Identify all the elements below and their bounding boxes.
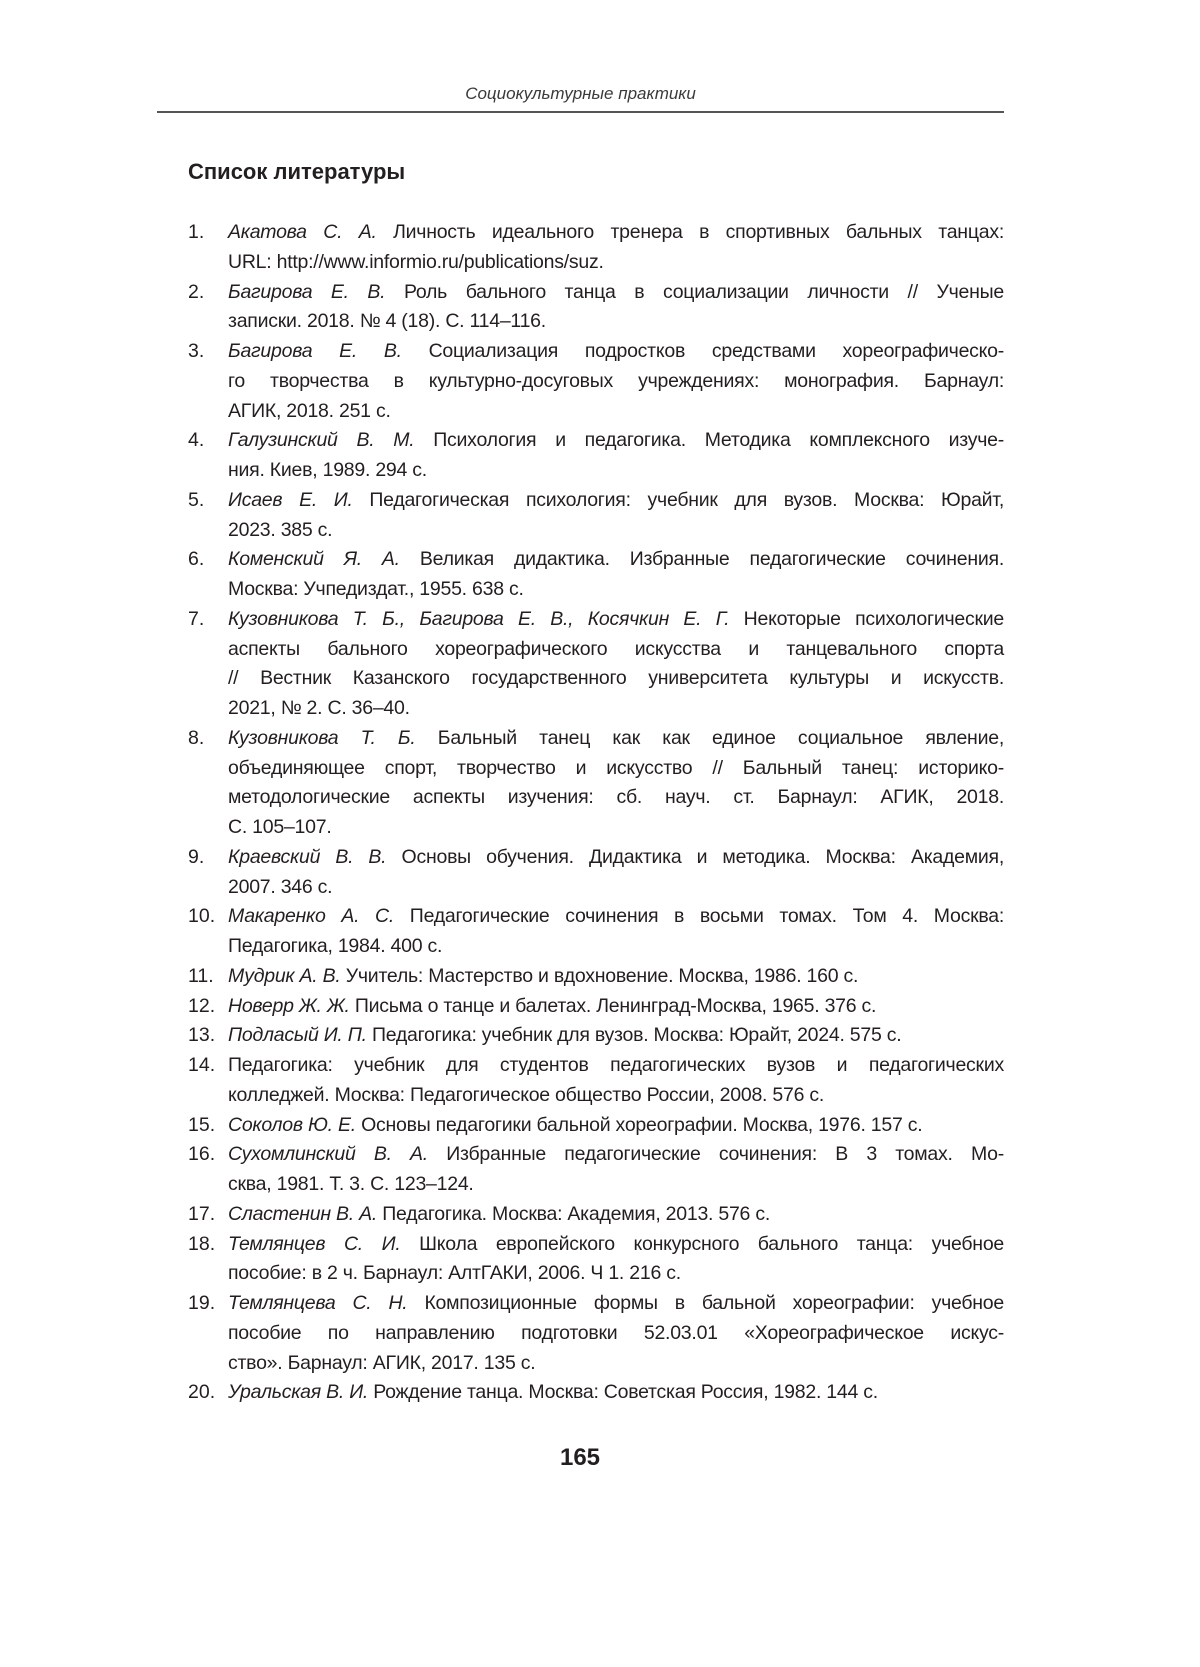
reference-text: С. 105–107. (228, 816, 332, 838)
header-rule (157, 111, 1004, 113)
reference-line (228, 1111, 1004, 1141)
reference-line (228, 992, 1004, 1022)
reference-text: Основы обучения. Дидактика и методика. Москва: Академия, (401, 845, 1005, 868)
reference-line (228, 1081, 1004, 1111)
reference-author: Сластенин В. А. (228, 1202, 378, 1225)
reference-line (228, 754, 1004, 784)
reference-author: Багирова Е. В. (228, 340, 402, 362)
reference-line (228, 962, 1004, 992)
reference-author: Соколов Ю. Е. (228, 1113, 356, 1136)
reference-item (188, 278, 1004, 338)
reference-line (228, 902, 1004, 932)
reference-line (228, 456, 1004, 486)
reference-line (228, 516, 1004, 546)
reference-item (188, 962, 1004, 992)
reference-line (228, 1200, 1004, 1230)
reference-author: Кузовникова Т. Б. (228, 726, 416, 749)
reference-line (228, 278, 1004, 308)
reference-item (188, 992, 1004, 1022)
reference-text: 2021, № 2. С. 36–40. (228, 697, 410, 719)
reference-list (188, 218, 1004, 1408)
reference-number: 7. (188, 607, 205, 630)
reference-item (188, 337, 1004, 426)
reference-item (188, 545, 1004, 605)
reference-author: Галузинский В. М. (228, 429, 415, 452)
running-head: Социокультурные практики (465, 84, 696, 103)
reference-text: 2007. 346 с. (228, 875, 333, 898)
reference-line (228, 1051, 1004, 1081)
reference-text: Письма о танце и балетах. Ленинград-Москва, 1965. 376 с. (354, 994, 877, 1017)
reference-line (228, 218, 1004, 248)
reference-line (228, 367, 1004, 397)
reference-text: Педагогика, 1984. 400 с. (228, 935, 443, 957)
reference-item (188, 1051, 1004, 1111)
reference-text: Некоторые психологические (743, 607, 1004, 630)
reference-number: 2. (188, 280, 205, 303)
reference-number: 16. (188, 1143, 216, 1166)
page-number: 165 (559, 1444, 601, 1471)
reference-text: Москва: Учпедиздат., 1955. 638 с. (228, 578, 524, 600)
reference-line (228, 873, 1004, 903)
reference-number: 11. (188, 964, 214, 987)
reference-line (228, 575, 1004, 605)
reference-text: Школа европейского конкурсного бального танца: учебное (419, 1232, 1005, 1255)
reference-line (228, 1259, 1004, 1289)
reference-item (188, 1378, 1004, 1408)
reference-line (228, 397, 1004, 427)
reference-item (188, 1111, 1004, 1141)
reference-line (228, 337, 1004, 367)
reference-line (228, 813, 1004, 843)
reference-line (228, 1289, 1004, 1319)
reference-line (228, 1378, 1004, 1408)
reference-item (188, 902, 1004, 962)
reference-text: пособие: в 2 ч. Барнаул: АлтГАКИ, 2006. Ч 1. 216 с. (228, 1262, 681, 1285)
reference-text: пособие по направлению подготовки 52.03.01 «Хореографическое искус- (228, 1321, 1004, 1344)
reference-author: Коменский Я. А. (228, 548, 400, 571)
reference-line (228, 1170, 1004, 1200)
reference-author: Багирова Е. В. (228, 280, 386, 303)
reference-author: Темлянцева С. Н. (228, 1292, 408, 1314)
reference-author: Краевский В. В. (228, 845, 387, 868)
reference-text: Социализация подростков средствами хореографическо- (428, 340, 1005, 362)
reference-item (188, 486, 1004, 546)
reference-text: колледжей. Москва: Педагогическое общество России, 2008. 576 с. (228, 1083, 825, 1106)
reference-line (228, 1319, 1004, 1349)
reference-line (228, 605, 1004, 635)
reference-number: 12. (188, 994, 216, 1017)
reference-text: го творчества в культурно-досуговых учреждениях: монография. Барнаул: (228, 369, 1004, 392)
reference-author: Акатова С. А. (228, 221, 377, 243)
reference-line (228, 426, 1004, 456)
reference-text: методологические аспекты изучения: сб. науч. ст. Барнаул: АГИК, 2018. (228, 786, 1004, 809)
reference-text: аспекты бального хореографического искусства и танцевального спорта (228, 637, 1004, 660)
reference-text: // Вестник Казанского государственного университета культуры и искусств. (228, 667, 1004, 690)
reference-text: АГИК, 2018. 251 с. (228, 399, 391, 422)
reference-author: Подласый И. П. (228, 1024, 367, 1047)
reference-text: Психология и педагогика. Методика комплексного изуче- (433, 429, 1005, 452)
reference-number: 6. (188, 548, 205, 571)
reference-text: Композиционные формы в бальной хореографии: учебное (424, 1292, 1005, 1314)
reference-text: Педагогика. Москва: Академия, 2013. 576 с. (382, 1202, 770, 1225)
reference-author: Новерр Ж. Ж. (228, 994, 350, 1017)
reference-item (188, 843, 1004, 903)
reference-item (188, 218, 1004, 278)
reference-author: Сухомлинский В. А. (228, 1143, 428, 1166)
reference-author: Уральская В. И. (228, 1381, 369, 1404)
reference-text: Учитель: Мастерство и вдохновение. Москва, 1986. 160 с. (345, 964, 859, 987)
reference-number: 9. (188, 845, 205, 868)
reference-number: 19. (188, 1292, 216, 1314)
reference-number: 3. (188, 340, 205, 362)
reference-author: Темлянцев С. И. (228, 1232, 401, 1255)
reference-line (228, 545, 1004, 575)
reference-author: Мудрик А. В. (228, 964, 341, 987)
reference-text: Роль бального танца в социализации личности // Ученые (403, 280, 1005, 303)
reference-text: Личность идеального тренера в спортивных бальных танцах: (393, 221, 1005, 243)
reference-item (188, 724, 1004, 843)
reference-author: Макаренко А. С. (228, 905, 395, 928)
reference-author: Кузовникова Т. Б., Багирова Е. В., Косячкин Е. Г. (228, 607, 730, 630)
reference-text: URL: http://www.informio.ru/publications/suz. (228, 250, 604, 273)
reference-text: ство». Барнаул: АГИК, 2017. 135 с. (228, 1351, 536, 1374)
reference-line (228, 635, 1004, 665)
reference-line (228, 1230, 1004, 1260)
reference-line (228, 932, 1004, 962)
reference-text: Избранные педагогические сочинения: В 3 томах. Мо- (446, 1143, 1004, 1166)
reference-line (228, 664, 1004, 694)
reference-item (188, 1289, 1004, 1378)
reference-text: Педагогика: учебник для вузов. Москва: Юрайт, 2024. 575 с. (371, 1024, 902, 1047)
reference-text: объединяющее спорт, творчество и искусство // Бальный танец: историко- (228, 756, 1004, 779)
reference-item (188, 605, 1004, 724)
reference-line (228, 1021, 1004, 1051)
reference-text: Педагогика: учебник для студентов педагогических вузов и педагогических (228, 1054, 1004, 1076)
reference-item (188, 1230, 1004, 1290)
reference-line (228, 843, 1004, 873)
reference-number: 10. (188, 905, 216, 928)
reference-text: Рождение танца. Москва: Советская Россия, 1982. 144 с. (373, 1381, 878, 1404)
reference-author: Исаев Е. И. (228, 488, 353, 511)
reference-number: 8. (188, 726, 205, 749)
reference-number: 18. (188, 1232, 216, 1255)
reference-number: 13. (188, 1024, 216, 1047)
reference-text: Великая дидактика. Избранные педагогические сочинения. (419, 548, 1004, 571)
reference-number: 14. (188, 1054, 216, 1076)
reference-number: 1. (188, 221, 205, 243)
reference-text: Педагогическая психология: учебник для вузов. Москва: Юрайт, (369, 488, 1004, 511)
reference-line (228, 1349, 1004, 1379)
reference-number: 20. (188, 1381, 216, 1404)
reference-item (188, 1140, 1004, 1200)
reference-text: записки. 2018. № 4 (18). С. 114–116. (228, 310, 546, 333)
reference-text: ния. Киев, 1989. 294 с. (228, 459, 427, 481)
reference-number: 5. (188, 488, 205, 511)
reference-text: 2023. 385 с. (228, 518, 333, 541)
reference-number: 4. (188, 429, 205, 452)
reference-number: 15. (188, 1113, 216, 1136)
reference-line (228, 248, 1004, 278)
reference-number: 17. (188, 1202, 216, 1225)
reference-text: сква, 1981. Т. 3. С. 123–124. (228, 1173, 474, 1195)
reference-text: Бальный танец как как единое социальное явление, (437, 726, 1004, 749)
reference-line (228, 724, 1004, 754)
reference-line (228, 486, 1004, 516)
reference-item (188, 1021, 1004, 1051)
reference-line (228, 694, 1004, 724)
section-title: Список литературы (188, 159, 406, 184)
reference-line (228, 1140, 1004, 1170)
reference-text: Основы педагогики бальной хореографии. Москва, 1976. 157 с. (361, 1113, 923, 1136)
reference-text: Педагогические сочинения в восьми томах. Том 4. Москва: (409, 905, 1005, 928)
reference-item (188, 1200, 1004, 1230)
reference-item (188, 426, 1004, 486)
reference-line (228, 307, 1004, 337)
reference-line (228, 783, 1004, 813)
